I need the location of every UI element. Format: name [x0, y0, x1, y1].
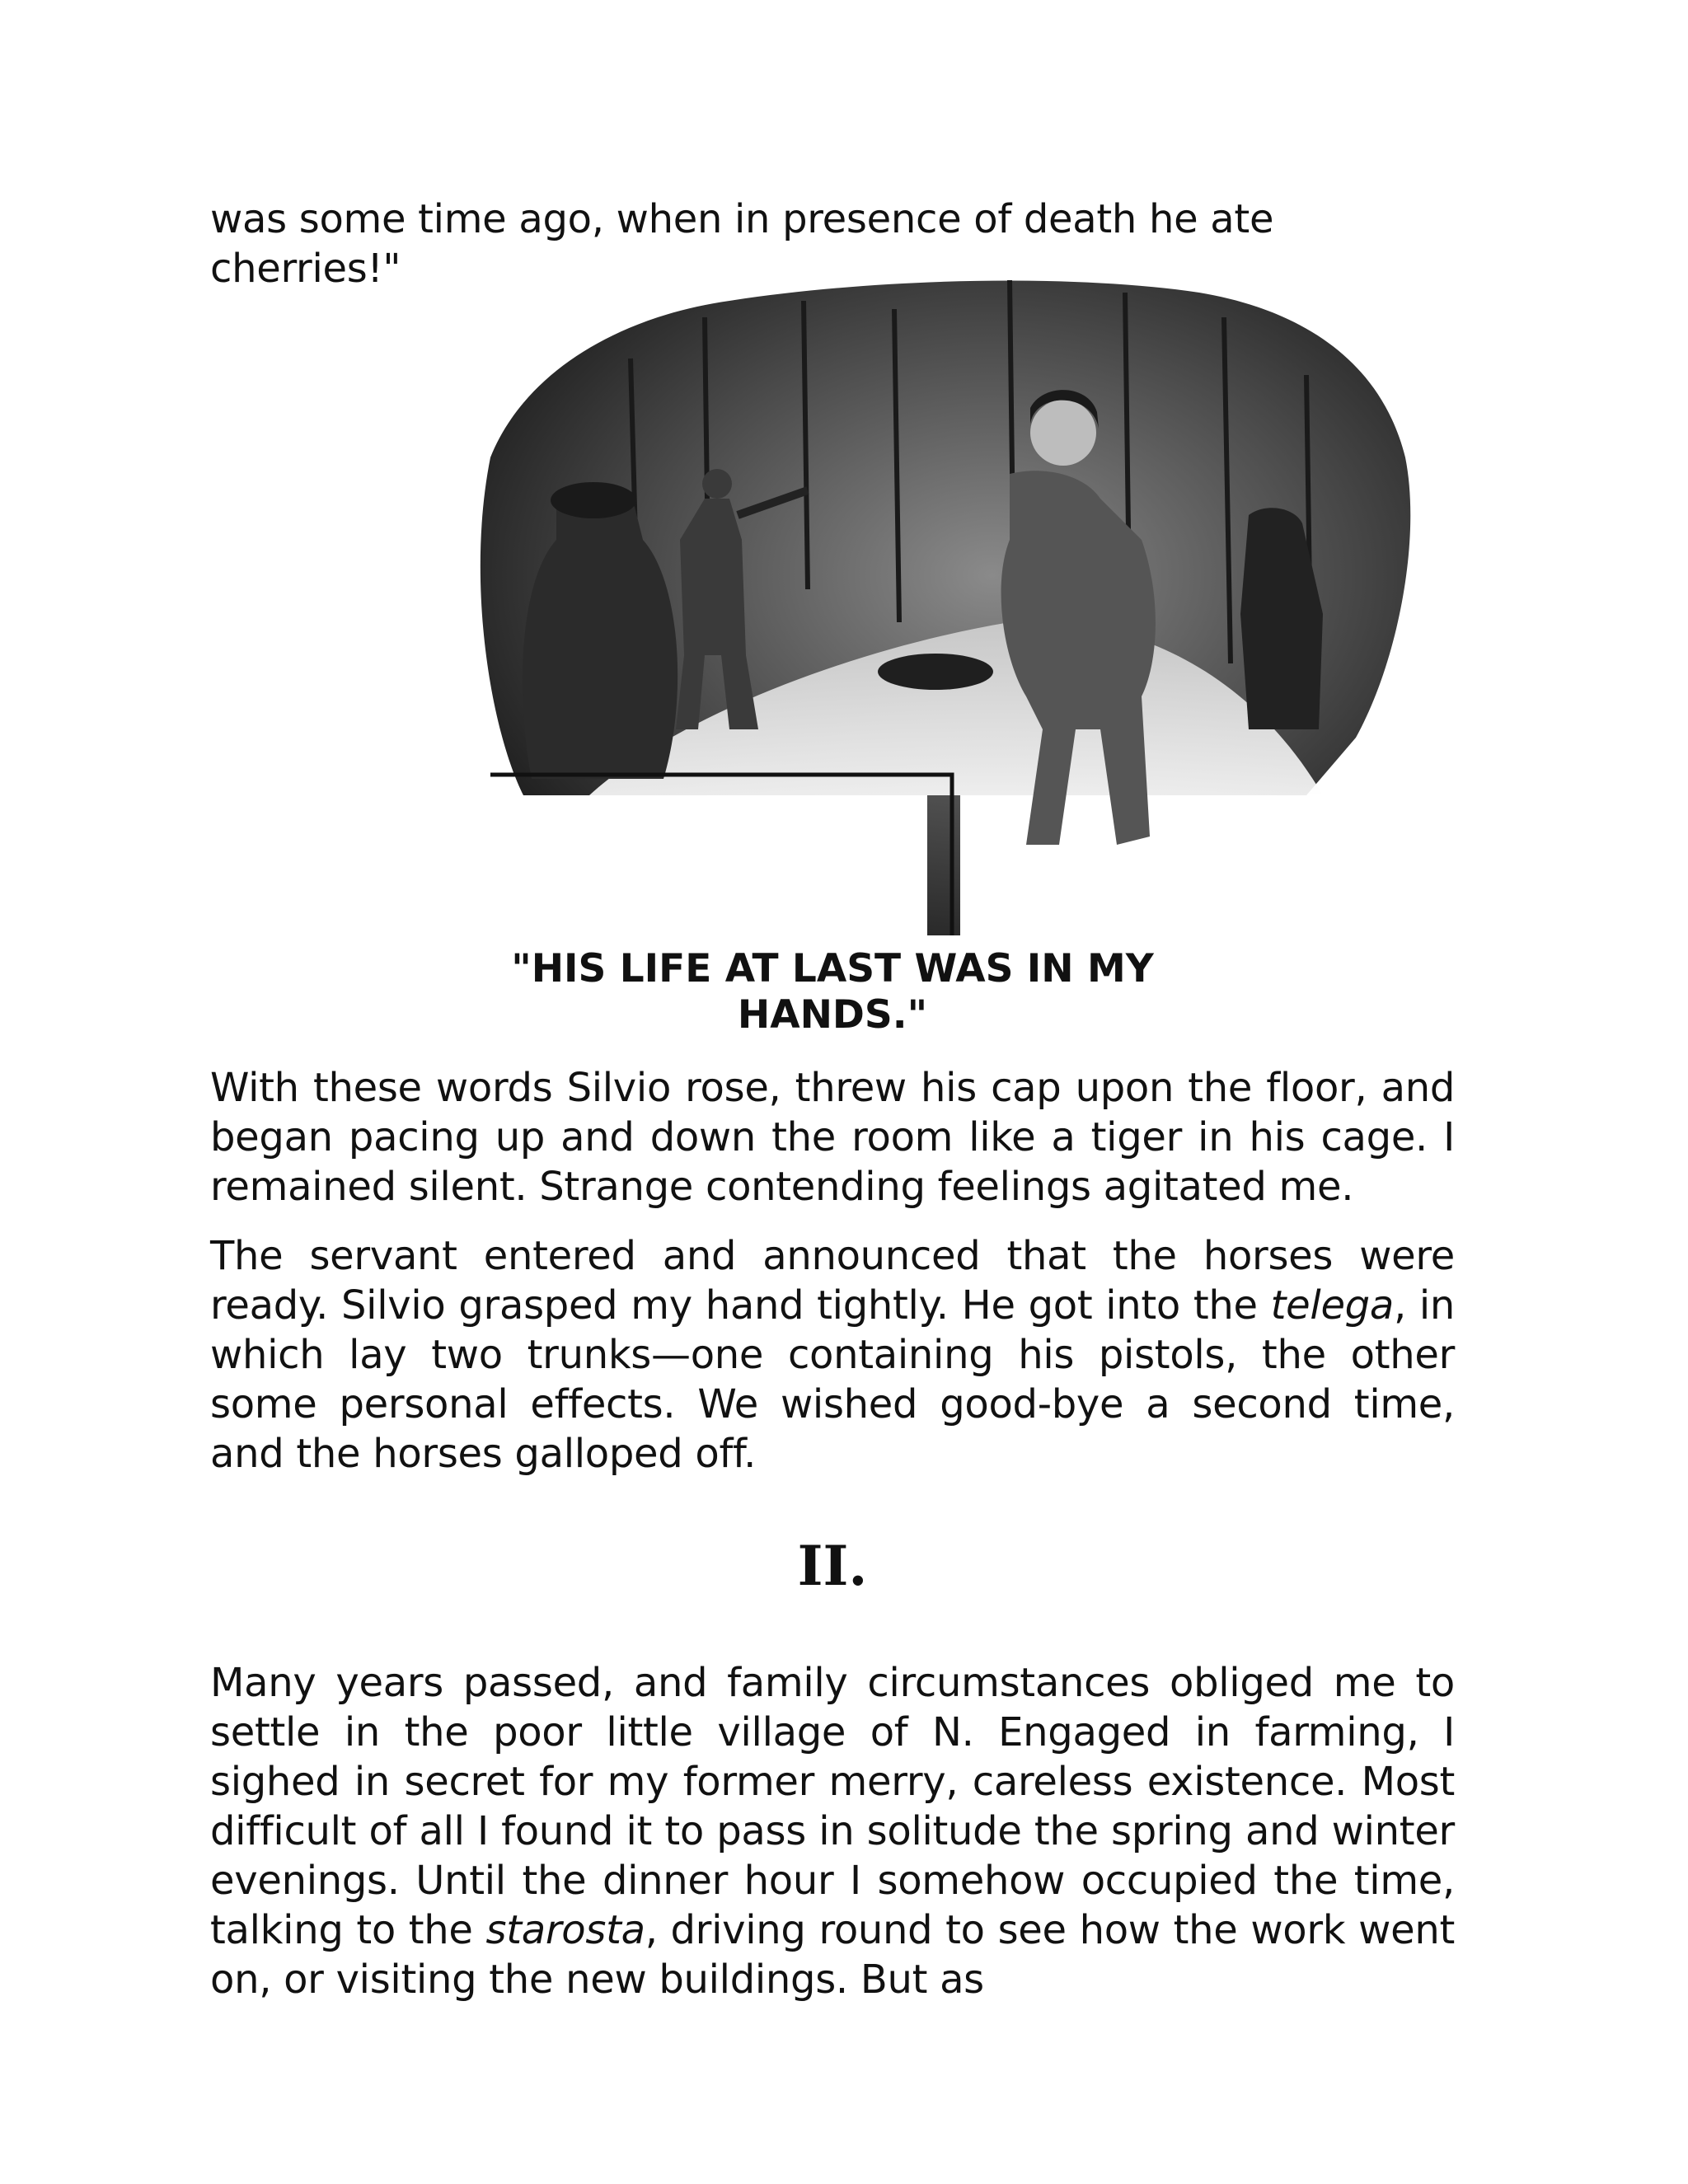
- p3-text-b: , in which lay two trunks—one containing his pistols, the other some personal effects. We wished good-bye a second time, and the horses galloped off.: [210, 1282, 1455, 1477]
- paragraph-servant: [210, 1231, 1455, 1479]
- p3-italic-word: telega: [1270, 1282, 1394, 1329]
- paragraph-many-years: [210, 1658, 1455, 2004]
- p3-text-a: The servant entered and announced that the horses were ready. Silvio grasped my hand tightly. He got into the: [210, 1233, 1455, 1329]
- paragraph-continuation: was some time ago, when in presence of death he ate cherries!": [210, 196, 1274, 292]
- duel-illustration: [433, 268, 1447, 935]
- paragraph-silvio-rose: With these words Silvio rose, threw his cap upon the floor, and began pacing up and down the room like a tiger in his cage. I remained silent. Strange contending feelings agitated me.: [210, 1065, 1455, 1210]
- p4-text-b: , driving round to see how the work went on, or visiting the new buildings. But as: [210, 1907, 1455, 2003]
- p4-text-a: Many years passed, and family circumstances obliged me to settle in the poor little village of N. Engaged in farming, I sighed in secret for my former merry, careless existence. Most difficult of all I found it to pass in solitude the spring and winter evenings. Until the dinner hour I somehow occupied the time, talking to the: [210, 1660, 1455, 1953]
- illustration-caption: [210, 946, 1455, 1038]
- section-heading: II.: [797, 1534, 868, 1598]
- caption-line-2: HANDS.": [737, 992, 928, 1038]
- caption-line-1: "HIS LIFE AT LAST WAS IN MY: [511, 946, 1154, 991]
- p4-italic-word: starosta: [485, 1907, 645, 1953]
